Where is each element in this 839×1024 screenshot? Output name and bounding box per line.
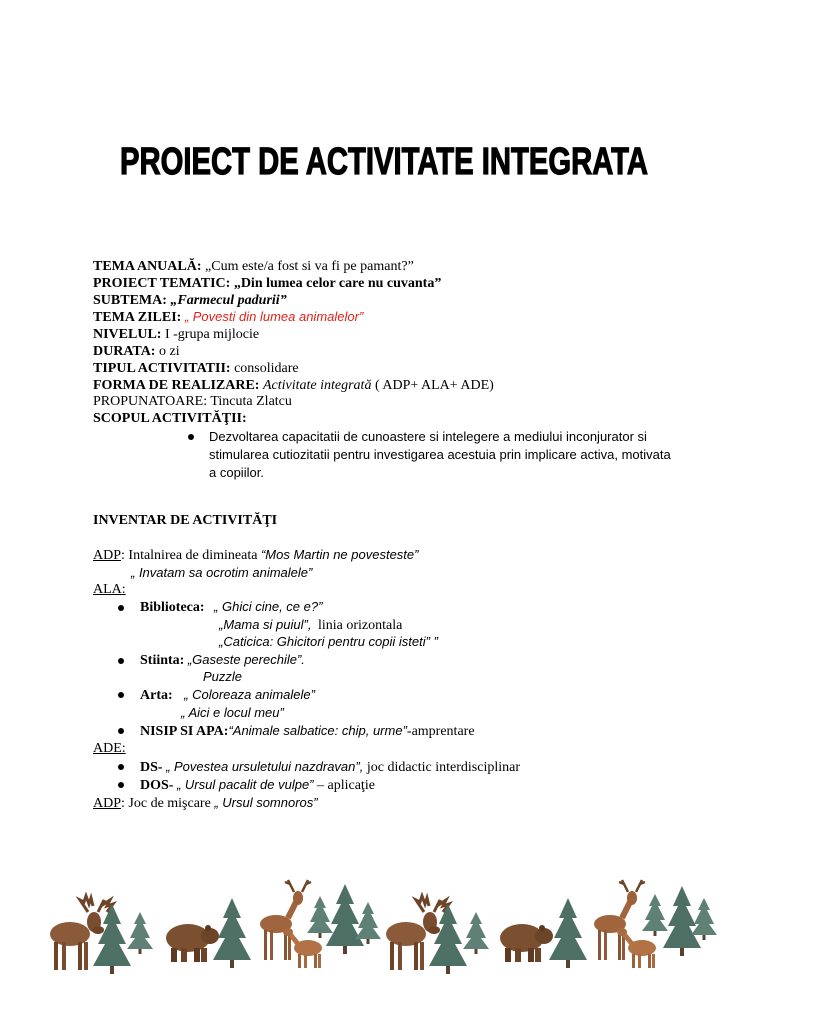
tema-anuala-line <box>93 259 693 276</box>
dos-text: – aplicaţie <box>317 778 375 793</box>
tema-zilei-value: „ Povesti din lumea animalelor” <box>184 309 364 325</box>
stiinta-line2 <box>203 668 823 687</box>
forma-line <box>93 378 693 395</box>
proiect-value: „Din lumea celor care nu cuvanta” <box>233 275 442 291</box>
biblioteca-item-1: „ Ghici cine, ce e?” <box>214 599 323 614</box>
bullet-icon <box>118 764 124 770</box>
document-title <box>110 128 658 188</box>
arta-line2 <box>181 704 801 723</box>
forma-value-italic: Activitate integrată <box>262 377 372 393</box>
subtema-value: „Farmecul padurii” <box>170 292 287 308</box>
forma-label: FORMA DE REALIZARE: <box>93 377 260 393</box>
nivelul-label: NIVELUL: <box>93 327 162 343</box>
forma-value: ( ADP+ ALA+ ADE) <box>374 377 494 393</box>
ds-label: DS- <box>140 760 163 775</box>
subtema-line <box>93 293 693 310</box>
ds-italic: „ Povestea ursuletului nazdravan”, <box>166 759 364 774</box>
subtema-label: SUBTEMA: <box>93 292 167 308</box>
dos-line <box>140 776 760 795</box>
adp2-text: : Joc de mişcare <box>121 796 211 811</box>
adp2-label: ADP <box>93 796 122 811</box>
ds-line <box>140 758 760 777</box>
ala-label: ALA: <box>93 582 126 597</box>
durata-value: o zi <box>158 343 180 359</box>
tema-anuala-value: „Cum este/a fost si va fi pe pamant?” <box>205 259 414 274</box>
stiinta-item-2: Puzzle <box>203 669 243 684</box>
biblioteca-line <box>140 598 760 617</box>
ade-line <box>93 740 713 758</box>
adp1-text: : Intalnirea de dimineata <box>121 548 258 563</box>
tema-zilei-line <box>93 309 693 327</box>
adp2-italic: „ Ursul somnoros” <box>214 795 318 810</box>
arta-item-2: „ Aici e locul meu” <box>181 705 284 720</box>
propunatoare-label: PROPUNATOARE: <box>93 394 208 410</box>
nisip-text: -amprentare <box>406 724 475 739</box>
tipul-line <box>93 361 693 378</box>
tema-zilei-label: TEMA ZILEI: <box>93 310 182 326</box>
adp1-line <box>93 546 713 565</box>
tipul-label: TIPUL ACTIVITATII: <box>93 360 231 376</box>
nivelul-line <box>93 327 693 344</box>
adp1-label: ADP <box>93 548 122 563</box>
stiinta-item-1: „Gaseste perechile”. <box>187 652 305 667</box>
bullet-icon <box>188 434 194 440</box>
inventar-heading: INVENTAR DE ACTIVITĂŢI <box>93 513 278 528</box>
dos-italic: „ Ursul pacalit de vulpe” <box>176 777 314 792</box>
biblioteca-item-2: „Mama si puiul”, <box>219 617 312 632</box>
propunatoare-value: Tincuta Zlatcu <box>210 394 292 410</box>
ala-line <box>93 581 713 599</box>
bullet-icon <box>118 692 124 698</box>
bullet-icon <box>118 782 124 788</box>
biblioteca-label: Biblioteca: <box>140 600 205 615</box>
arta-label: Arta: <box>140 688 173 703</box>
tema-anuala-label: TEMA ANUALĂ: <box>93 259 202 274</box>
forest-border-illustration <box>40 872 730 982</box>
arta-line <box>140 686 760 705</box>
bullet-icon <box>118 728 124 734</box>
nisip-label: NISIP SI APA: <box>140 724 229 739</box>
scopul-label: SCOPUL ACTIVITĂŢII: <box>93 411 247 427</box>
nisip-line <box>140 722 760 741</box>
biblioteca-item-2b: linia orizontala <box>317 618 403 633</box>
bullet-icon <box>118 658 124 664</box>
project-header <box>93 259 693 428</box>
scopul-text: Dezvoltarea capacitatii de cunoastere si intelegere a mediului inconjurator si stimularea cutiozitatii pentru investigarea acestuia prin implicare activa, motivata a copiilor. <box>209 429 671 480</box>
stiinta-label: Stiinta: <box>140 653 185 668</box>
adp1-italic: “Mos Martin ne povesteste” <box>260 547 419 562</box>
biblioteca-item-3: „Caticica: Ghicitori pentru copii isteti” ” <box>219 634 438 649</box>
scopul-line <box>93 411 693 428</box>
propunatoare-line <box>93 394 693 411</box>
durata-line <box>93 344 693 361</box>
proiect-label: PROIECT TEMATIC: <box>93 275 231 291</box>
ds-text: joc didactic interdisciplinar <box>366 760 521 775</box>
arta-item-1: „ Coloreaza animalele” <box>184 687 315 702</box>
dos-label: DOS- <box>140 778 174 793</box>
adp2-line <box>93 794 713 813</box>
nisip-italic: “Animale salbatice: chip, urme” <box>228 723 407 738</box>
durata-label: DURATA: <box>93 343 156 359</box>
title-text: PROIECT DE ACTIVITATE INTEGRATA <box>120 141 648 183</box>
bullet-icon <box>118 605 124 611</box>
proiect-line <box>93 276 693 293</box>
tipul-value: consolidare <box>234 360 299 376</box>
ade-label: ADE: <box>93 741 126 756</box>
nivelul-value: I -grupa mijlocie <box>164 327 260 343</box>
biblioteca-line3 <box>219 633 839 652</box>
adp1-line2-text: „ Invatam sa ocrotim animalele” <box>131 565 313 580</box>
